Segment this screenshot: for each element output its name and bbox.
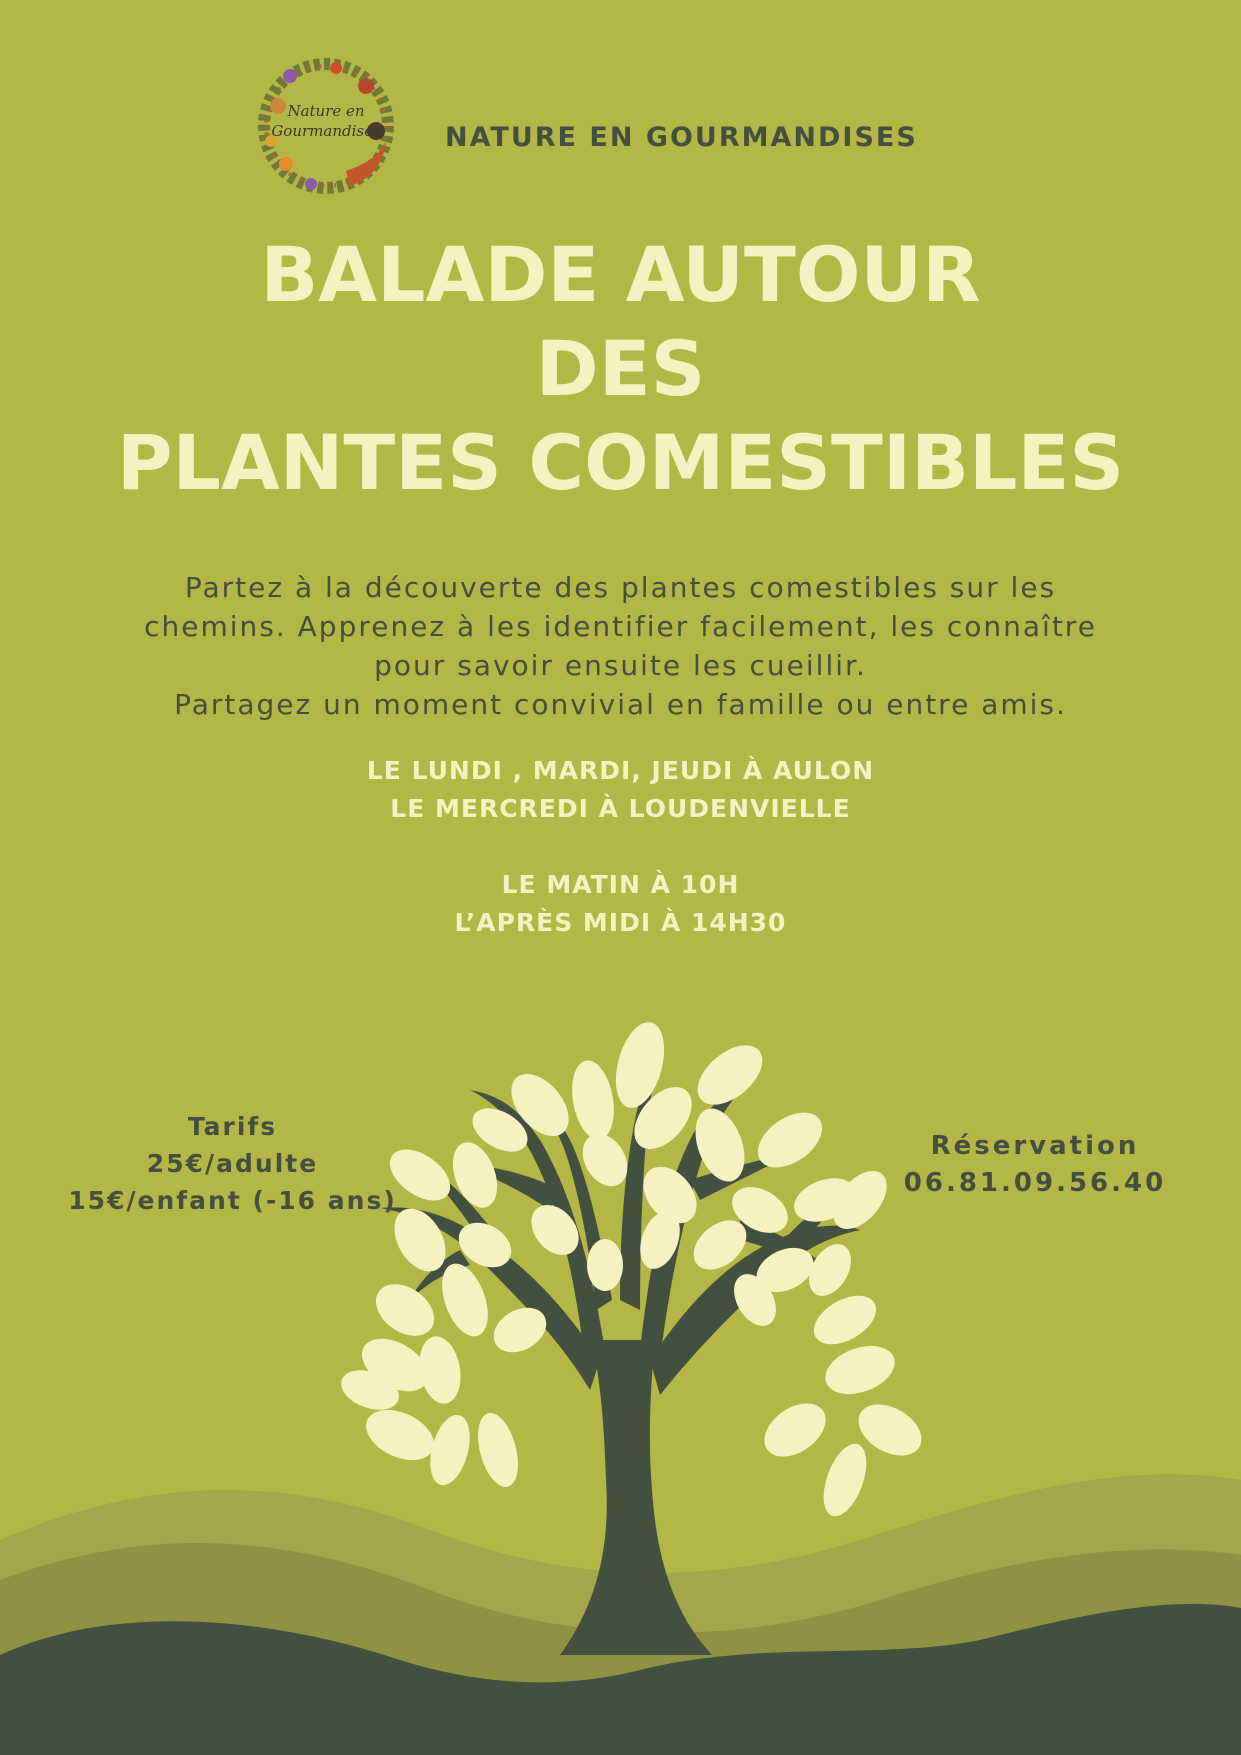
description-line-2: chemins. Apprenez à les identifier facilement, les connaître: [144, 610, 1097, 643]
organization-name: NATURE EN GOURMANDISES: [445, 122, 918, 153]
pricing-child: 15€/enfant (-16 ans): [68, 1186, 397, 1215]
page-title: [0, 228, 1241, 510]
pricing: [40, 1108, 425, 1219]
schedule-time-1: LE MATIN À 10H: [501, 870, 740, 899]
pricing-heading: Tarifs: [187, 1112, 278, 1141]
title-line-1: BALADE AUTOUR: [260, 230, 981, 319]
description: [60, 568, 1181, 724]
description-line-1: Partez à la découverte des plantes comestibles sur les: [184, 571, 1057, 604]
description-line-4: Partagez un moment convivial en famille ou entre amis.: [174, 688, 1067, 721]
wreath-logo-icon: [246, 46, 406, 206]
svg-text:Gourmandises: Gourmandises: [271, 122, 381, 140]
title-line-3: PLANTES COMESTIBLES: [116, 418, 1125, 507]
schedule-places-2: LE MERCREDI À LOUDENVIELLE: [390, 794, 851, 823]
reservation-heading: Réservation: [930, 1131, 1140, 1161]
schedule-places-1: LE LUNDI , MARDI, JEUDI À AULON: [366, 756, 875, 785]
pricing-adult: 25€/adulte: [146, 1149, 319, 1178]
schedule: [0, 752, 1241, 942]
reservation-phone[interactable]: 06.81.09.56.40: [903, 1168, 1167, 1198]
reservation: [885, 1128, 1185, 1202]
schedule-spacer: [0, 828, 1241, 866]
svg-text:Nature en: Nature en: [287, 102, 365, 120]
logo: [246, 46, 406, 206]
description-line-3: pour savoir ensuite les cueillir.: [374, 649, 867, 682]
title-line-2: DES: [535, 324, 706, 413]
schedule-time-2: L’APRÈS MIDI À 14H30: [454, 908, 787, 937]
